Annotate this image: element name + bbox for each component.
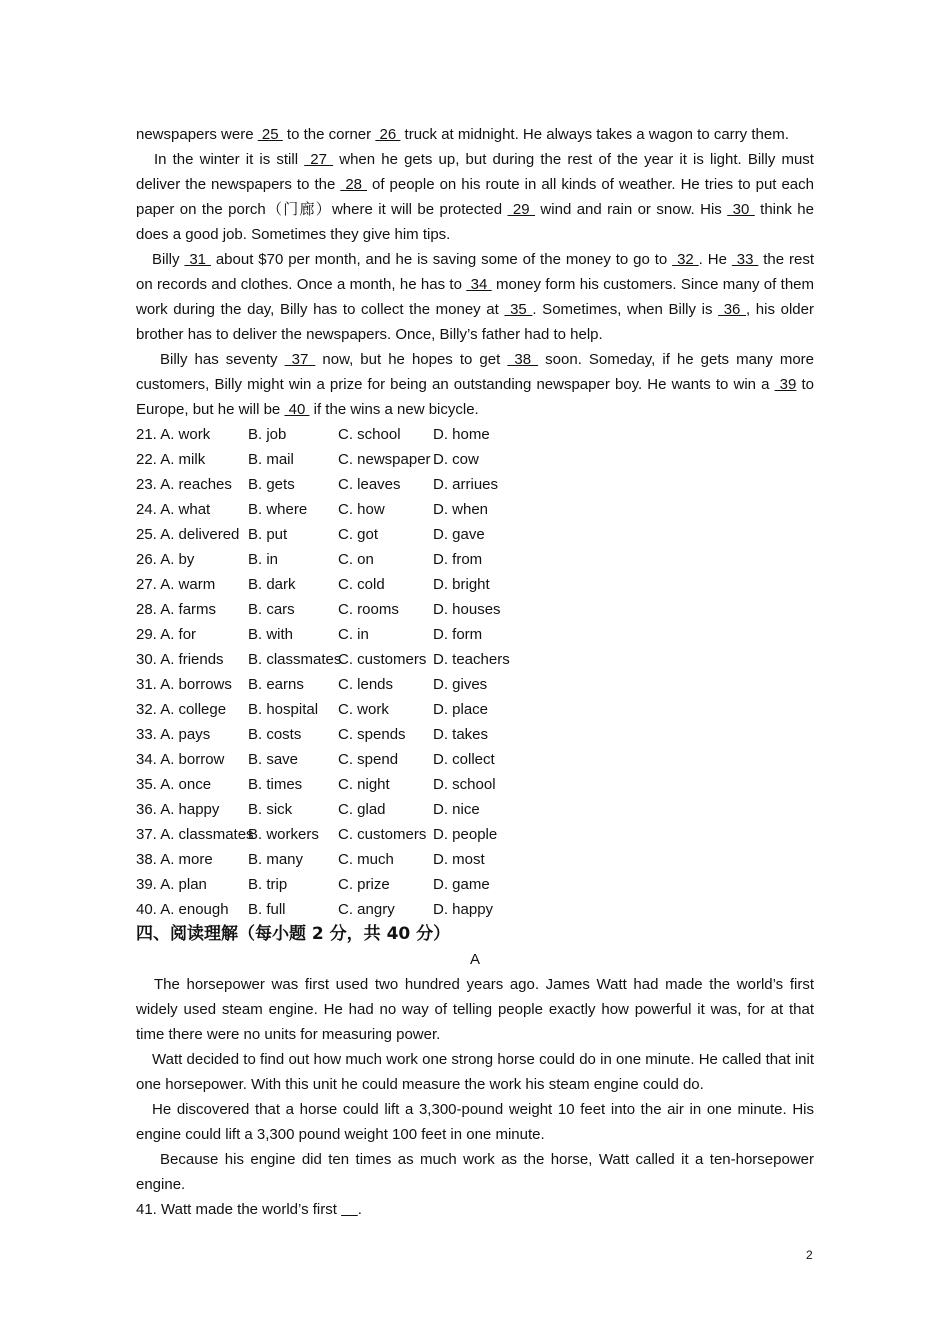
option-c: C. spends xyxy=(338,726,406,743)
blank-30: 30 xyxy=(727,201,755,218)
text: to the corner xyxy=(282,126,376,143)
option-a: 24. A. what xyxy=(136,501,211,518)
option-b: B. gets xyxy=(248,476,295,493)
option-b: B. full xyxy=(248,901,286,918)
blank-34: 34 xyxy=(466,276,492,293)
option-c: C. prize xyxy=(338,876,390,893)
option-b: B. hospital xyxy=(248,701,319,718)
option-d: D. form xyxy=(433,626,483,643)
option-a: 34. A. borrow xyxy=(136,751,225,768)
option-a: 29. A. for xyxy=(136,626,197,643)
option-d: D. school xyxy=(433,776,496,793)
option-a: 26. A. by xyxy=(136,551,195,568)
text: think he does a good job. Sometimes they give him tips. xyxy=(136,201,814,243)
option-d: D. cow xyxy=(433,451,479,468)
option-b: B. trip xyxy=(248,876,288,893)
option-c: C. work xyxy=(338,701,389,718)
option-row xyxy=(136,597,814,622)
option-d: D. arriues xyxy=(433,476,499,493)
option-c: C. much xyxy=(338,851,394,868)
text: wind and rain or snow. His xyxy=(535,201,728,218)
option-c: C. glad xyxy=(338,801,386,818)
text: to Europe, but he will be xyxy=(136,376,814,418)
option-row xyxy=(136,797,814,822)
text: newspapers were xyxy=(136,126,258,143)
text: of people on his route in all kinds of weather. He tries to put each paper on the porch（门廊）where it will be protected xyxy=(136,176,814,218)
text: In the winter it is still xyxy=(154,151,305,168)
passage-paragraph-3 xyxy=(136,347,814,422)
option-row xyxy=(136,447,814,472)
option-c: C. customers xyxy=(338,651,427,668)
text: now, but he hopes to get xyxy=(315,351,508,368)
option-d: D. most xyxy=(433,851,485,868)
option-b: B. sick xyxy=(248,801,293,818)
text: truck at midnight. He always takes a wagon to carry them. xyxy=(400,126,789,143)
answer-blank xyxy=(341,1201,358,1218)
option-a: 30. A. friends xyxy=(136,651,224,668)
blank-27: 27 xyxy=(304,151,334,168)
option-b: B. put xyxy=(248,526,288,543)
text: . Sometimes, when Billy is xyxy=(532,301,719,318)
option-row xyxy=(136,522,814,547)
option-c: C. night xyxy=(338,776,390,793)
option-row xyxy=(136,747,814,772)
option-a: 32. A. college xyxy=(136,701,227,718)
option-d: D. bright xyxy=(433,576,490,593)
option-b: B. many xyxy=(248,851,304,868)
option-c: C. rooms xyxy=(338,601,399,618)
option-d: D. gave xyxy=(433,526,485,543)
text: , his older brother has to deliver the newspapers. Once, Billy’s father had to help. xyxy=(136,301,814,343)
option-row xyxy=(136,497,814,522)
option-c: C. lends xyxy=(338,676,394,693)
text: Billy has seventy xyxy=(160,351,285,368)
section-heading: 四、阅读理解（每小题 2 分，共 40 分） xyxy=(136,924,451,944)
reading-paragraph-2: Watt decided to find out how much work one strong horse could do in one minute. He called that init one horsepower. With this unit he could measure the work his steam engine could do. xyxy=(136,1051,814,1093)
option-d: D. happy xyxy=(433,901,494,918)
option-d: D. home xyxy=(433,426,490,443)
text: about $70 per month, and he is saving some of the money to go to xyxy=(210,251,673,268)
option-c: C. in xyxy=(338,626,369,643)
passage-paragraph-2 xyxy=(136,247,814,347)
blank-33: 33 xyxy=(731,251,759,268)
blank-36: 36 xyxy=(718,301,747,318)
option-a: 25. A. delivered xyxy=(136,526,240,543)
reading-paragraph-4: Because his engine did ten times as much work as the horse, Watt called it a ten-horsepower engine. xyxy=(136,1151,814,1193)
option-row xyxy=(136,422,814,447)
text: the rest on records and clothes. Once a month, he has to xyxy=(136,251,814,293)
option-row xyxy=(136,822,814,847)
option-a: 35. A. once xyxy=(136,776,212,793)
blank-31: 31 xyxy=(184,251,211,268)
options-list xyxy=(136,422,814,922)
option-d: D. people xyxy=(433,826,498,843)
option-row xyxy=(136,872,814,897)
option-a: 40. A. enough xyxy=(136,901,229,918)
option-row xyxy=(136,772,814,797)
option-a: 23. A. reaches xyxy=(136,476,232,493)
option-b: B. save xyxy=(248,751,299,768)
option-a: 37. A. classmates xyxy=(136,826,254,843)
blank-29: 29 xyxy=(507,201,536,218)
option-b: B. with xyxy=(248,626,294,643)
page-number: 2 xyxy=(806,1248,813,1262)
option-a: 21. A. work xyxy=(136,426,211,443)
passage-label: A xyxy=(469,951,480,968)
option-b: B. dark xyxy=(248,576,296,593)
option-d: D. takes xyxy=(433,726,489,743)
option-a: 39. A. plan xyxy=(136,876,207,893)
option-row xyxy=(136,472,814,497)
option-row xyxy=(136,897,814,922)
option-b: B. workers xyxy=(248,826,319,843)
option-b: B. cars xyxy=(248,601,295,618)
option-c: C. spend xyxy=(338,751,399,768)
option-a: 33. A. pays xyxy=(136,726,211,743)
blank-26: 26 xyxy=(375,126,401,143)
text: Billy xyxy=(152,251,185,268)
option-c: C. newspaper xyxy=(338,451,431,468)
option-d: D. nice xyxy=(433,801,480,818)
text: soon. Someday, if he gets many more customers, Billy might win a prize for being an outstanding newspaper boy. He wants to win a xyxy=(136,351,814,393)
blank-40: 40 xyxy=(284,401,310,418)
option-c: C. how xyxy=(338,501,385,518)
option-d: D. from xyxy=(433,551,483,568)
text: . He xyxy=(698,251,732,268)
option-d: D. game xyxy=(433,876,490,893)
question-text: 41. Watt made the world’s first xyxy=(136,1201,342,1218)
option-b: B. where xyxy=(248,501,308,518)
option-c: C. leaves xyxy=(338,476,401,493)
option-b: B. costs xyxy=(248,726,302,743)
option-c: C. school xyxy=(338,426,401,443)
text: money form his customers. Since many of them work during the day, Billy has to collect the money at xyxy=(136,276,814,318)
option-c: C. on xyxy=(338,551,374,568)
option-b: B. classmates xyxy=(248,651,342,668)
blank-35: 35 xyxy=(504,301,533,318)
option-c: C. customers xyxy=(338,826,427,843)
option-row xyxy=(136,672,814,697)
option-a: 22. A. milk xyxy=(136,451,206,468)
option-b: B. times xyxy=(248,776,303,793)
option-d: D. place xyxy=(433,701,489,718)
option-c: C. got xyxy=(338,526,379,543)
option-d: D. when xyxy=(433,501,489,518)
option-d: D. teachers xyxy=(433,651,510,668)
option-b: B. job xyxy=(248,426,287,443)
blank-37: 37 xyxy=(284,351,316,368)
option-a: 28. A. farms xyxy=(136,601,217,618)
option-row xyxy=(136,847,814,872)
option-a: 38. A. more xyxy=(136,851,213,868)
option-row xyxy=(136,547,814,572)
blank-32: 32 xyxy=(672,251,699,268)
option-d: D. gives xyxy=(433,676,488,693)
option-c: C. cold xyxy=(338,576,385,593)
option-d: D. collect xyxy=(433,751,495,768)
option-d: D. houses xyxy=(433,601,501,618)
option-a: 31. A. borrows xyxy=(136,676,232,693)
text: if the wins a new bicycle. xyxy=(309,401,479,418)
option-b: B. in xyxy=(248,551,279,568)
text: . xyxy=(357,1201,362,1218)
text: when he gets up, but during the rest of the year it is light. Billy must deliver the newspapers to the xyxy=(136,151,814,193)
option-row xyxy=(136,697,814,722)
blank-39: 39 xyxy=(774,376,797,393)
reading-paragraph-3: He discovered that a horse could lift a 3,300-pound weight 10 feet into the air in one minute. His engine could lift a 3,300 pound weight 100 feet in one minute. xyxy=(136,1101,814,1143)
option-a: 27. A. warm xyxy=(136,576,216,593)
question-41 xyxy=(136,1197,814,1222)
option-a: 36. A. happy xyxy=(136,801,220,818)
option-row xyxy=(136,622,814,647)
blank-25: 25 xyxy=(257,126,283,143)
blank-38: 38 xyxy=(507,351,539,368)
option-row xyxy=(136,647,814,672)
option-b: B. earns xyxy=(248,676,304,693)
option-c: C. angry xyxy=(338,901,395,918)
document-page xyxy=(136,122,814,1222)
option-row xyxy=(136,572,814,597)
passage-paragraph-0 xyxy=(136,122,814,147)
reading-paragraph-1: The horsepower was first used two hundred years ago. James Watt had made the world’s first widely used steam engine. He had no way of telling people exactly how powerful it was, for at that time there were no units for measuring power. xyxy=(136,976,814,1043)
passage-paragraph-1 xyxy=(136,147,814,247)
blank-28: 28 xyxy=(340,176,368,193)
option-row xyxy=(136,722,814,747)
option-b: B. mail xyxy=(248,451,294,468)
